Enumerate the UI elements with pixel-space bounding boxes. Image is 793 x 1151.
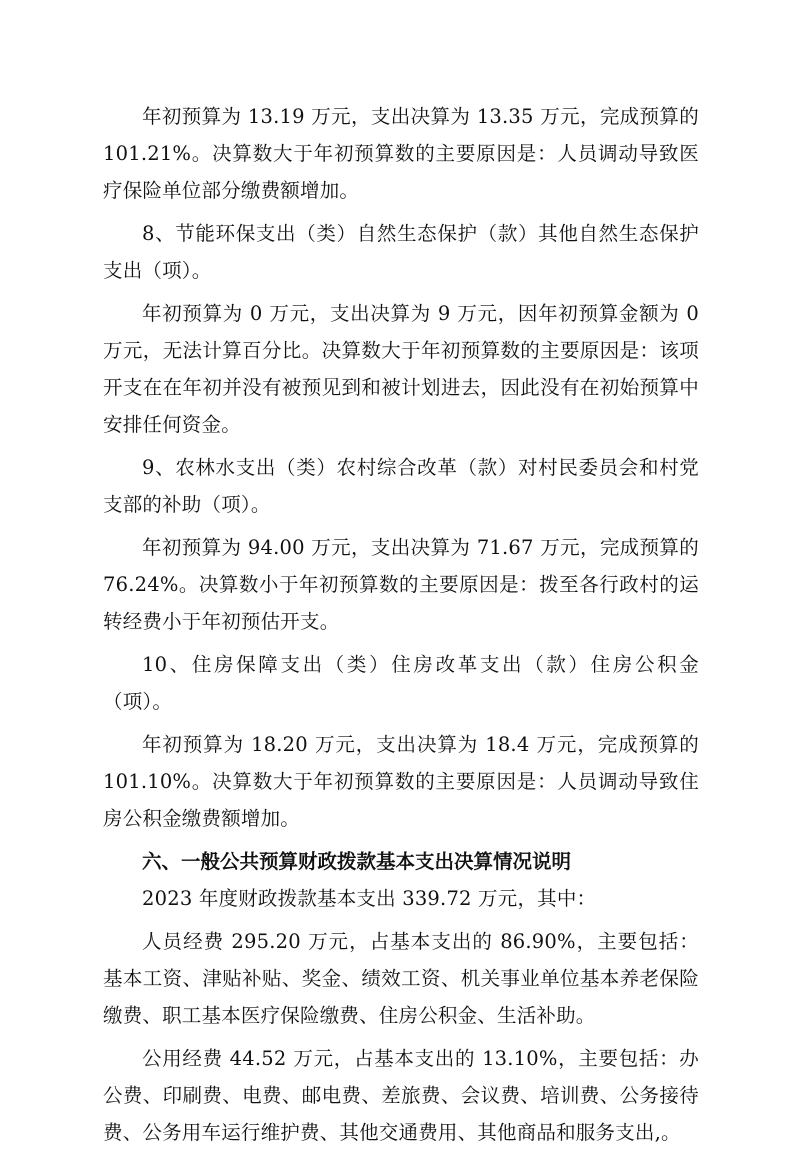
paragraph-public-expenses: 公用经费 44.52 万元，占基本支出的 13.10%，主要包括：办公费、印刷费、电费、邮电费、差旅费、会议费、培训费、公务接待费、公务用车运行维护费、其他交通费用、其他商品和服务支出,。 bbox=[103, 1047, 699, 1144]
paragraph-budget-housing-fund: 年初预算为 18.20 万元，支出决算为 18.4 万元，完成预算的 101.10%。决算数大于年初预算数的主要原因是：人员调动导致住房公积金缴费额增加。 bbox=[103, 733, 699, 830]
paragraph-item-8-title: 8、节能环保支出（类）自然生态保护（款）其他自然生态保护支出（项）。 bbox=[103, 222, 699, 282]
paragraph-basic-expenditure-total: 2023 年度财政拨款基本支出 339.72 万元，其中： bbox=[142, 887, 597, 910]
section-heading: 六、一般公共预算财政拨款基本支出决算情况说明 bbox=[142, 850, 572, 873]
paragraph-item-9-title: 9、农林水支出（类）农村综合改革（款）对村民委员会和村党支部的补助（项）。 bbox=[103, 456, 699, 516]
document-page bbox=[103, 98, 699, 1151]
paragraph-budget-village-subsidy: 年初预算为 94.00 万元，支出决算为 71.67 万元，完成预算的 76.24%。决算数小于年初预算数的主要原因是：拨至各行政村的运转经费小于年初预估开支。 bbox=[103, 536, 699, 633]
paragraph-budget-medical-insurance: 年初预算为 13.19 万元，支出决算为 13.35 万元，完成预算的 101.21%。决算数大于年初预算数的主要原因是：人员调动导致医疗保险单位部分缴费额增加。 bbox=[103, 105, 699, 202]
paragraph-budget-ecology: 年初预算为 0 万元，支出决算为 9 万元，因年初预算金额为 0 万元，无法计算百分比。决算数大于年初预算数的主要原因是：该项开支在在年初并没有被预见到和被计划进去，因此没有在初始预算中安排任何资金。 bbox=[103, 302, 699, 436]
paragraph-item-10-title: 10、住房保障支出（类）住房改革支出（款）住房公积金（项）。 bbox=[103, 653, 699, 713]
paragraph-personnel-expenses: 人员经费 295.20 万元，占基本支出的 86.90%，主要包括：基本工资、津贴补贴、奖金、绩效工资、机关事业单位基本养老保险缴费、职工基本医疗保险缴费、住房公积金、生活补助。 bbox=[103, 930, 699, 1027]
